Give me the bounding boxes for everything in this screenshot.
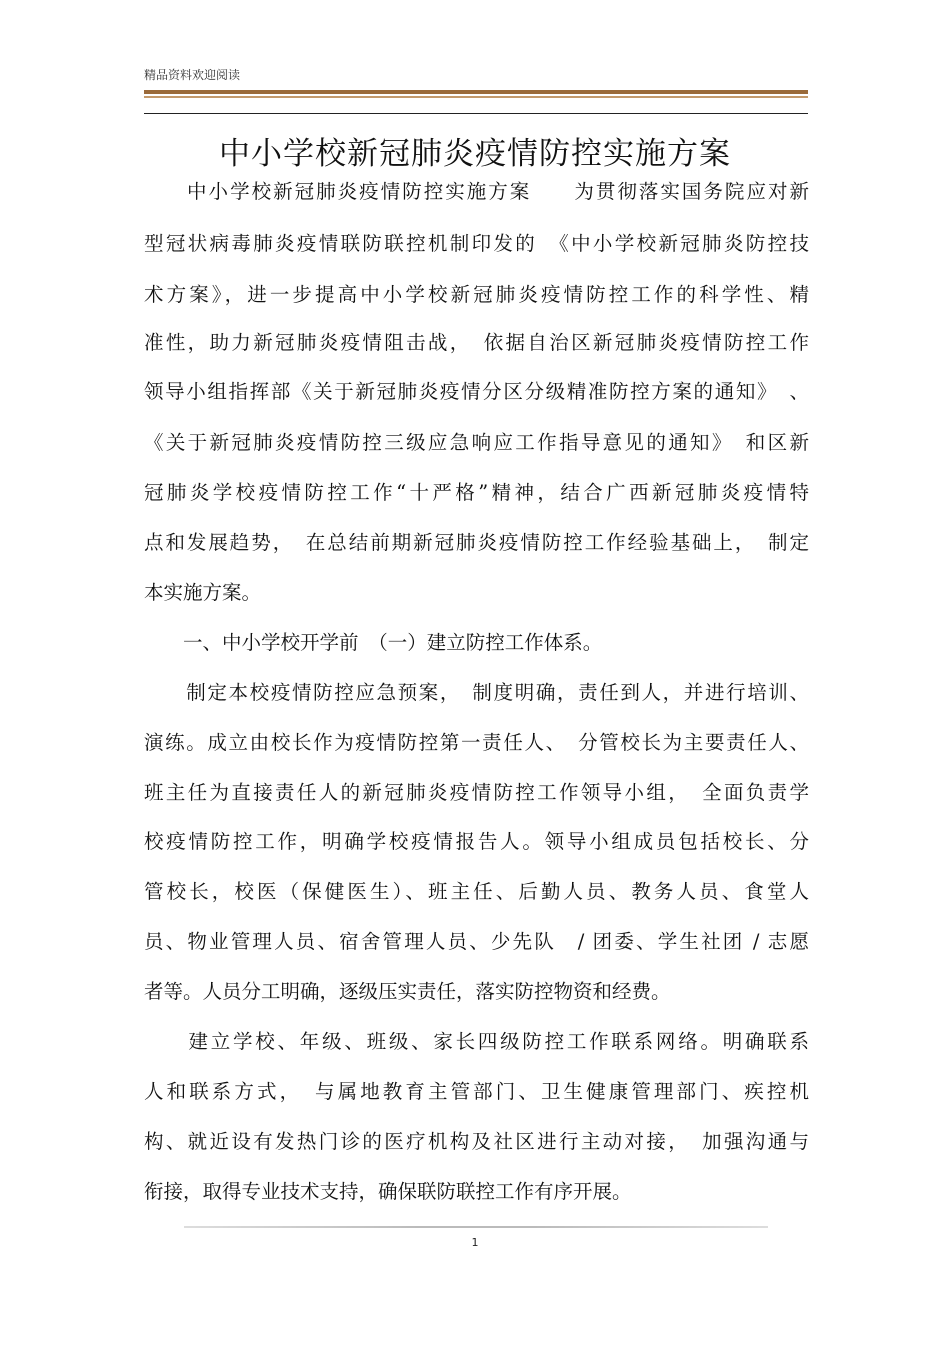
body-line: 术方案》，进一步提高中小学校新冠肺炎疫情防控工作的科学性、精 xyxy=(144,283,809,306)
footer-rule xyxy=(184,1226,768,1228)
header-text: 精品资料欢迎阅读 xyxy=(144,68,241,82)
body-line: 构、就近设有发热门诊的医疗机构及社区进行主动对接， 加强沟通与 xyxy=(144,1130,809,1153)
document-title: 中小学校新冠肺炎疫情防控实施方案 xyxy=(219,136,731,172)
body-line: 点和发展趋势， 在总结前期新冠肺炎疫情防控工作经验基础上， 制定 xyxy=(144,531,809,554)
body-line: 本实施方案。 xyxy=(144,581,262,604)
body-line: 演练。成立由校长作为疫情防控第一责任人、 分管校长为主要责任人、 xyxy=(144,731,809,754)
body-line: 中小学校新冠肺炎疫情防控实施方案 为贯彻落实国务院应对新 xyxy=(144,180,809,203)
body-line: 员、物业管理人员、宿舍管理人员、少先队 / 团委、学生社团 / 志愿 xyxy=(144,930,809,953)
header-rule-thin xyxy=(144,113,808,114)
body-line: 冠肺炎学校疫情防控工作“十严格”精神，结合广西新冠肺炎疫情特 xyxy=(144,481,809,504)
body-line: 领导小组指挥部《关于新冠肺炎疫情分区分级精准防控方案的通知》 、 xyxy=(144,380,809,403)
header-rule-accent xyxy=(144,96,808,98)
body-line: 衔接，取得专业技术支持，确保联防联控工作有序开展。 xyxy=(144,1180,632,1203)
body-line: 制定本校疫情防控应急预案， 制度明确，责任到人，并进行培训、 xyxy=(144,681,809,704)
body-line: 管校长，校医（保健医生）、班主任、后勤人员、教务人员、食堂人 xyxy=(144,880,809,903)
header-rule-thick xyxy=(144,90,808,94)
body-line: 型冠状病毒肺炎疫情联防联控机制印发的 《中小学校新冠肺炎防控技 xyxy=(144,232,809,255)
body-line: 准性，助力新冠肺炎疫情阻击战， 依据自治区新冠肺炎疫情防控工作 xyxy=(144,331,809,354)
page-number: 1 xyxy=(471,1236,479,1249)
body-line: 校疫情防控工作，明确学校疫情报告人。领导小组成员包括校长、分 xyxy=(144,830,809,853)
body-line: 班主任为直接责任人的新冠肺炎疫情防控工作领导小组， 全面负责学 xyxy=(144,781,809,804)
body-line: 《关于新冠肺炎疫情防控三级应急响应工作指导意见的通知》 和区新 xyxy=(144,431,809,454)
body-line: 建立学校、年级、班级、家长四级防控工作联系网络。明确联系 xyxy=(144,1030,809,1053)
body-line: 人和联系方式， 与属地教育主管部门、卫生健康管理部门、疾控机 xyxy=(144,1080,809,1103)
section-heading: 一、中小学校开学前 （一）建立防控工作体系。 xyxy=(144,631,603,654)
body-line: 者等。人员分工明确，逐级压实责任，落实防控物资和经费。 xyxy=(144,980,671,1003)
